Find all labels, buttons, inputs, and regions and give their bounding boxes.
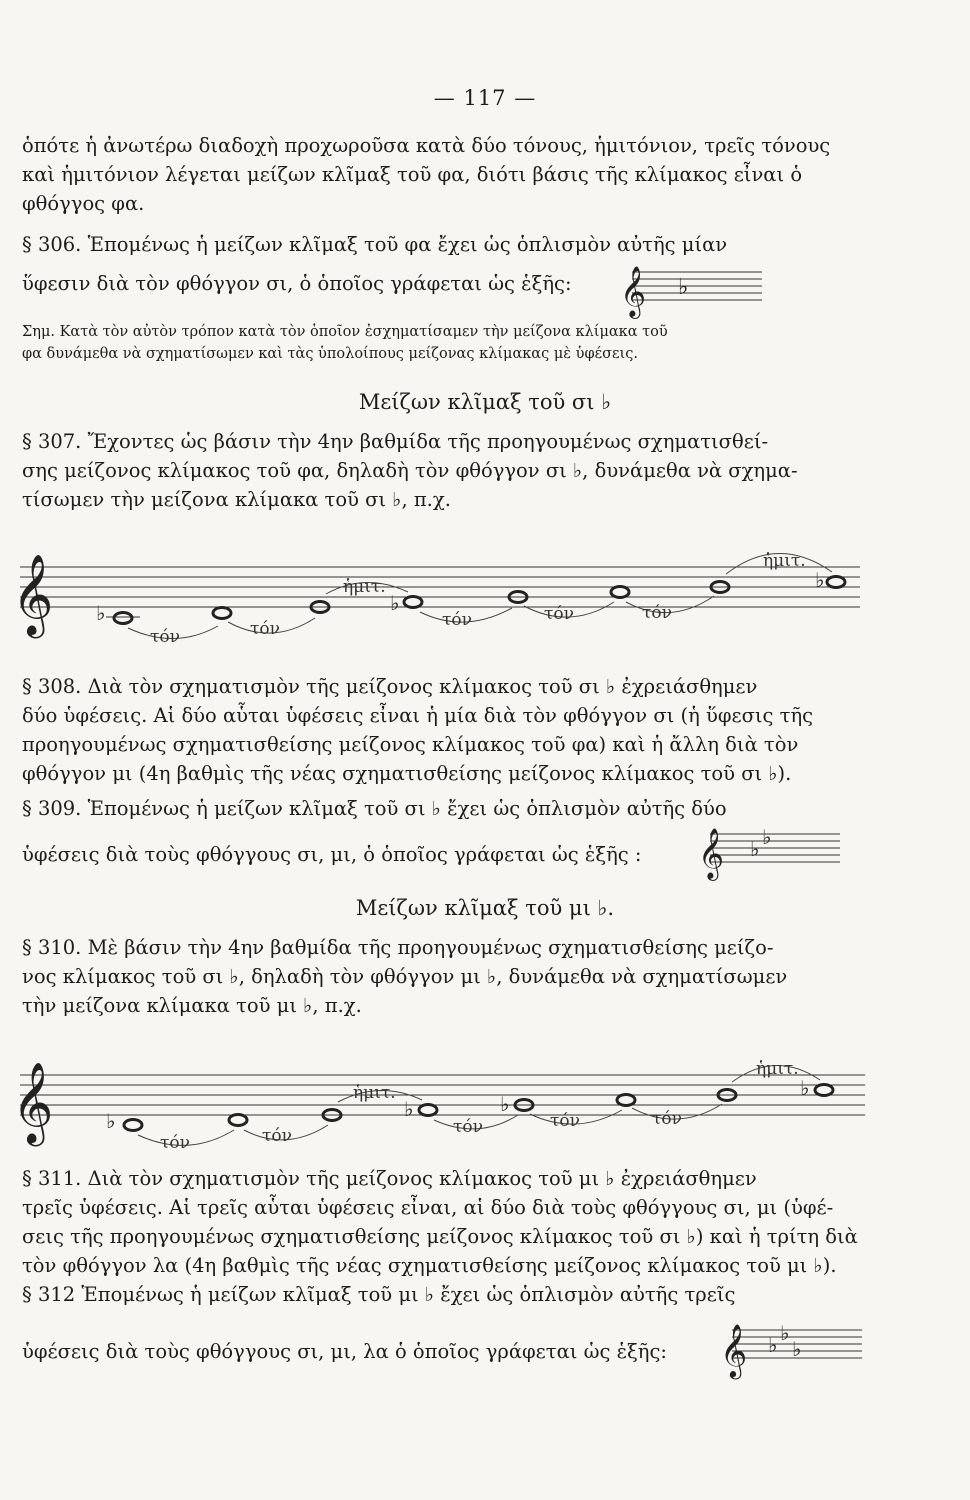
interval-label: ἡμιτ. bbox=[763, 551, 806, 571]
flat-icon: ♭ bbox=[815, 568, 825, 592]
paragraph-312-signature-line: ὑφέσεις διὰ τοὺς φθόγγους σι, μι, λα ὁ ὁποῖος γράφεται ὡς ἑξῆς: bbox=[22, 1340, 667, 1363]
paragraph-306-signature-line: ὕφεσιν διὰ τὸν φθόγγον σι, ὁ ὁποῖος γράφεται ὡς ἑξῆς: bbox=[22, 272, 572, 295]
paragraph-306 bbox=[22, 230, 940, 259]
flat-icon: ♭ bbox=[750, 837, 760, 861]
page-number: — 117 — bbox=[433, 86, 537, 110]
section-heading-e-flat: Μείζων κλῖμαξ τοῦ μι ♭. bbox=[355, 896, 615, 920]
text-line: προηγουμένως σχηματισθείσης μείζονος κλίμακος τοῦ φα) καὶ ἡ ἄλλη διὰ τὸν bbox=[22, 733, 799, 756]
key-signature-two-flats bbox=[690, 822, 845, 884]
flat-icon: ♭ bbox=[106, 1109, 116, 1133]
interval-label: τόν bbox=[160, 1133, 190, 1153]
text-line: φθόγγος φα. bbox=[22, 192, 145, 215]
interval-label: τόν bbox=[652, 1109, 682, 1129]
paragraph-309 bbox=[22, 794, 940, 823]
note-line: Σημ. Κατὰ τὸν αὐτὸν τρόπον κατὰ τὸν ὁποῖον ἐσχηματίσαμεν τὴν μείζονα κλίμακα τοῦ bbox=[22, 324, 668, 340]
interval-label: τόν bbox=[262, 1126, 292, 1146]
text-line: καὶ ἡμιτόνιον λέγεται μείζων κλῖμαξ τοῦ φα, διότι βάσις τῆς κλίμακος εἶναι ὁ bbox=[22, 163, 803, 186]
interval-label: τόν bbox=[544, 604, 574, 624]
paragraph-intro bbox=[22, 131, 940, 218]
text-line: δύο ὑφέσεις. Αἱ δύο αὗται ὑφέσεις εἶναι ἡ μία διὰ τὸν φθόγγον σι (ἡ ὕφεσις τῆς bbox=[22, 704, 814, 727]
treble-clef-icon: 𝄞 bbox=[12, 1061, 54, 1143]
text-line: § 307. Ἔχοντες ὡς βάσιν τὴν 4ην βαθμίδα τῆς προηγουμένως σχηματισθεί- bbox=[22, 430, 769, 453]
flat-icon: ♭ bbox=[762, 825, 772, 849]
paragraph-307 bbox=[22, 427, 940, 514]
note-head bbox=[611, 587, 629, 598]
key-signature-one-flat bbox=[612, 262, 767, 322]
staff-b-flat-major-scale bbox=[10, 530, 870, 660]
treble-clef-icon: 𝄞 bbox=[620, 266, 647, 317]
text-line: τὸν φθόγγον λα (4η βαθμὶς τῆς νέας σχηματισθείσης μείζονος κλίμακος τοῦ μι ♭). bbox=[22, 1254, 837, 1277]
section-heading-b-flat: Μείζων κλῖμαξ τοῦ σι ♭ bbox=[358, 390, 612, 414]
interval-label: τόν bbox=[250, 619, 280, 639]
note-head bbox=[404, 597, 422, 608]
treble-clef-icon: 𝄞 bbox=[720, 1323, 748, 1377]
flat-icon: ♭ bbox=[780, 1321, 790, 1345]
footnote bbox=[22, 321, 940, 365]
text-line: τρεῖς ὑφέσεις. Αἱ τρεῖς αὗται ὑφέσεις εἶναι, αἱ δύο διὰ τοὺς φθόγγους σι, μι (ὑφέ- bbox=[22, 1196, 834, 1219]
flat-icon: ♭ bbox=[792, 1337, 802, 1361]
flat-icon: ♭ bbox=[800, 1076, 810, 1100]
interval-label: ἡμιτ. bbox=[353, 1083, 396, 1103]
note-head bbox=[213, 608, 231, 619]
text-line: ὁπότε ἡ ἀνωτέρω διαδοχὴ προχωροῦσα κατὰ δύο τόνους, ἡμιτόνιον, τρεῖς τόνους bbox=[22, 134, 831, 157]
text-line: § 311. Διὰ τὸν σχηματισμὸν τῆς μείζονος κλίμακος τοῦ μι ♭ ἐχρειάσθημεν bbox=[22, 1167, 757, 1190]
text-line: § 308. Διὰ τὸν σχηματισμὸν τῆς μείζονος κλίμακος τοῦ σι ♭ ἐχρειάσθημεν bbox=[22, 675, 758, 698]
paragraph-309-signature-line: ὑφέσεις διὰ τοὺς φθόγγους σι, μι, ὁ ὁποῖος γράφεται ὡς ἑξῆς : bbox=[22, 843, 642, 866]
treble-clef-icon: 𝄞 bbox=[12, 553, 54, 635]
text-line: § 306. Ἑπομένως ἡ μείζων κλῖμαξ τοῦ φα ἔχει ὡς ὁπλισμὸν αὐτῆς μίαν bbox=[22, 233, 728, 256]
paragraph-311 bbox=[22, 1164, 940, 1309]
flat-icon: ♭ bbox=[390, 591, 400, 615]
text-line: σης μείζονος κλίμακος τοῦ φα, δηλαδὴ τὸν φθόγγον σι ♭, δυνάμεθα νὰ σχημα- bbox=[22, 459, 798, 482]
note-line: φα δυνάμεθα νὰ σχηματίσωμεν καὶ τὰς ὑπολοίπους μείζονας κλίμακας μὲ ὑφέσεις. bbox=[22, 346, 638, 362]
paragraph-310 bbox=[22, 933, 940, 1020]
note-head bbox=[815, 1085, 833, 1096]
interval-label: ἡμιτ. bbox=[756, 1059, 799, 1079]
text-line: § 310. Μὲ βάσιν τὴν 4ην βαθμίδα τῆς προηγουμένως σχηματισθείσης μείζο- bbox=[22, 936, 774, 959]
interval-label: ἡμιτ. bbox=[343, 577, 386, 597]
text-line: § 312 Ἑπομένως ἡ μείζων κλῖμαξ τοῦ μι ♭ ἔχει ὡς ὁπλισμὸν αὐτῆς τρεῖς bbox=[22, 1283, 736, 1306]
note-head bbox=[229, 1115, 247, 1126]
text-line: § 309. Ἑπομένως ἡ μείζων κλῖμαξ τοῦ σι ♭ ἔχει ὡς ὁπλισμὸν αὐτῆς δύο bbox=[22, 797, 727, 820]
text-line: τὴν μείζονα κλίμακα τοῦ μι ♭, π.χ. bbox=[22, 994, 362, 1017]
key-signature-three-flats bbox=[712, 1316, 867, 1382]
treble-clef-icon: 𝄞 bbox=[698, 828, 725, 879]
interval-label: τόν bbox=[642, 603, 672, 623]
flat-icon: ♭ bbox=[678, 275, 689, 300]
note-head bbox=[114, 613, 132, 624]
note-head bbox=[617, 1095, 635, 1106]
note-head bbox=[827, 577, 845, 588]
flat-icon: ♭ bbox=[768, 1333, 778, 1357]
staff-e-flat-major-scale bbox=[10, 1040, 870, 1160]
note-head bbox=[124, 1120, 142, 1131]
text-line: φθόγγον μι (4η βαθμὶς τῆς νέας σχηματισθείσης μείζονος κλίμακος τοῦ σι ♭). bbox=[22, 762, 792, 785]
interval-label: τόν bbox=[150, 627, 180, 647]
text-line: νος κλίμακος τοῦ σι ♭, δηλαδὴ τὸν φθόγγον μι ♭, δυνάμεθα νὰ σχηματίσωμεν bbox=[22, 965, 788, 988]
interval-label: τόν bbox=[453, 1117, 483, 1137]
text-line: σεις τῆς προηγουμένως σχηματισθείσης μείζονος κλίμακος τοῦ σι ♭) καὶ ἡ τρίτη διὰ bbox=[22, 1225, 858, 1248]
flat-icon: ♭ bbox=[96, 601, 106, 625]
interval-label: τόν bbox=[442, 610, 472, 630]
text-line: τίσωμεν τὴν μείζονα κλίμακα τοῦ σι ♭, π.χ. bbox=[22, 488, 451, 511]
flat-icon: ♭ bbox=[404, 1097, 414, 1121]
paragraph-308 bbox=[22, 672, 940, 788]
interval-label: τόν bbox=[550, 1111, 580, 1131]
flat-icon: ♭ bbox=[500, 1092, 510, 1116]
note-head bbox=[419, 1105, 437, 1116]
